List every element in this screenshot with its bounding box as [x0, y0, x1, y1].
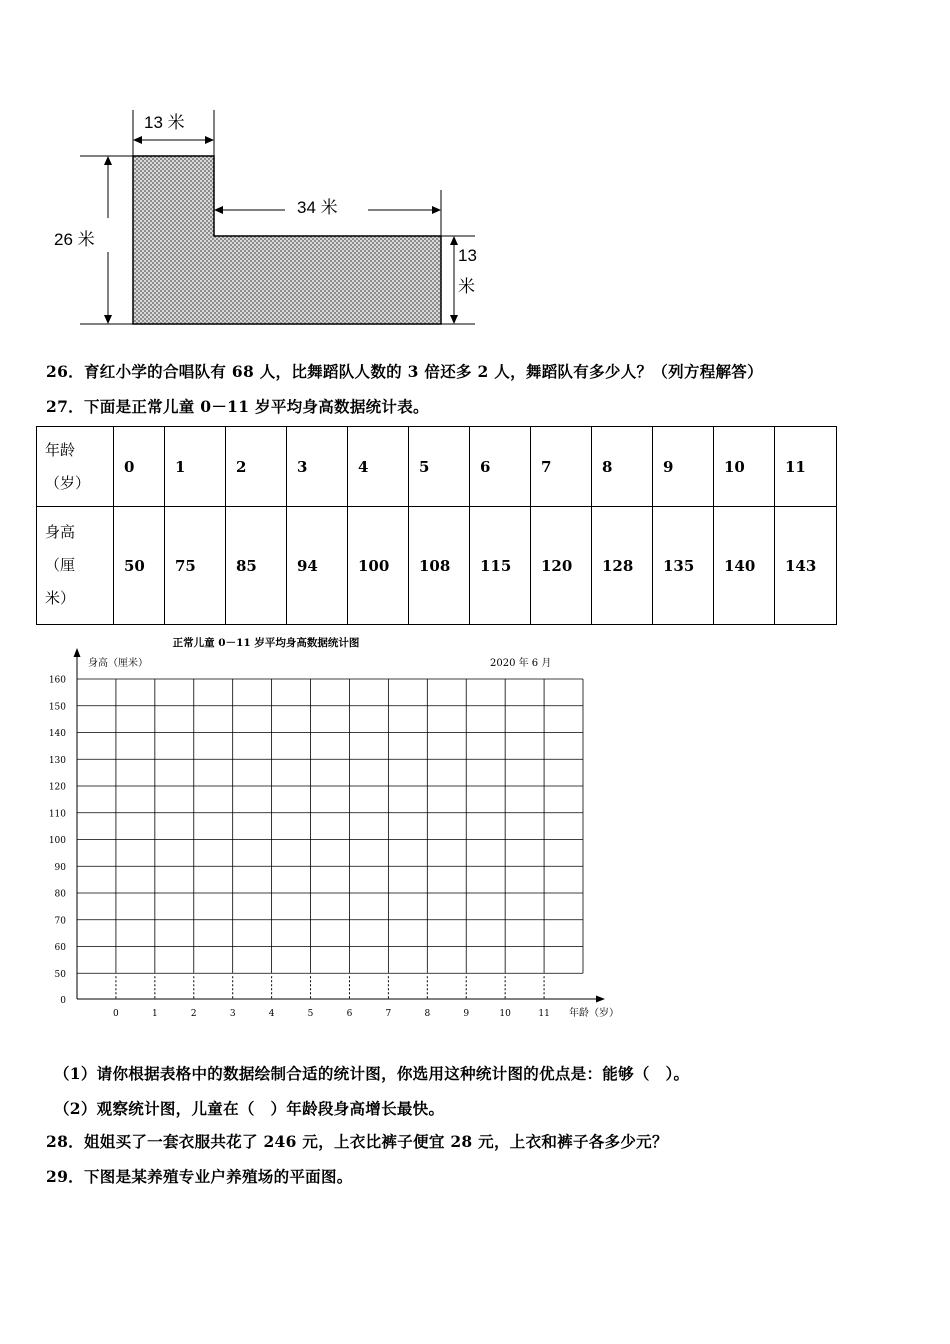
x-tick-label: 5 — [307, 1009, 314, 1019]
x-tick-label: 10 — [499, 1009, 511, 1019]
height-cell: 75 — [165, 507, 226, 625]
dim-label-top-width: 13 米 — [144, 113, 185, 132]
y-tick-label: 90 — [54, 862, 66, 873]
y-tick-label: 110 — [48, 809, 66, 820]
l-shape-figure — [70, 100, 490, 340]
x-tick-label: 8 — [424, 1009, 431, 1019]
question-26: 26．育红小学的合唱队有 68 人，比舞蹈队人数的 3 倍还多 2 人，舞蹈队有多少人？（列方程解答） — [46, 362, 763, 381]
x-tick-label: 2 — [190, 1009, 197, 1019]
height-cell: 140 — [714, 507, 775, 625]
age-cell: 6 — [470, 427, 531, 507]
x-tick-label: 1 — [151, 1009, 158, 1019]
question-27: 27．下面是正常儿童 0－11 岁平均身高数据统计表。 — [46, 397, 429, 416]
height-cell: 50 — [114, 507, 165, 625]
height-header-cell — [37, 507, 114, 625]
age-cell: 4 — [348, 427, 409, 507]
y-tick-label: 100 — [48, 836, 66, 846]
y-tick-label: 120 — [48, 782, 66, 793]
age-cell: 3 — [287, 427, 348, 507]
question-27-part2: （2）观察统计图，儿童在（ ）年龄段身高增长最快。 — [54, 1099, 445, 1118]
question-28: 28．姐姐买了一套衣服共花了 246 元，上衣比裤子便宜 28 元，上衣和裤子各多少元？ — [46, 1132, 668, 1151]
question-29: 29．下图是某养殖专业户养殖场的平面图。 — [46, 1167, 353, 1186]
y-tick-label: 140 — [48, 729, 66, 739]
y-axis-arrow — [74, 648, 81, 657]
height-cell: 115 — [470, 507, 531, 625]
x-tick-label: 9 — [463, 1009, 470, 1019]
height-cell: 128 — [592, 507, 653, 625]
age-cell: 9 — [653, 427, 714, 507]
dim-label-right-height-unit: 米 — [458, 277, 475, 296]
x-tick-label: 0 — [113, 1009, 119, 1019]
y-tick-label: 150 — [48, 702, 66, 713]
dim-label-right-length: 34 米 — [297, 198, 338, 217]
height-cell: 94 — [287, 507, 348, 625]
y-tick-label: 70 — [54, 916, 66, 927]
dim-label-left-height: 26 米 — [54, 230, 95, 249]
age-header-line2: （岁） — [45, 473, 91, 492]
height-header-line3: 米） — [45, 589, 76, 607]
age-cell: 10 — [714, 427, 775, 507]
age-header-cell — [37, 427, 114, 507]
x-axis-label: 年龄（岁） — [569, 1008, 619, 1019]
height-cell: 135 — [653, 507, 714, 625]
height-chart — [40, 630, 640, 1030]
y-tick-label: 50 — [54, 969, 66, 980]
y-tick-label: 0 — [60, 996, 66, 1006]
table-row-age — [37, 427, 837, 507]
age-cell: 0 — [114, 427, 165, 507]
height-cell: 100 — [348, 507, 409, 625]
dim-label-right-height-num: 13 — [458, 246, 477, 265]
x-tick-label: 11 — [538, 1009, 550, 1019]
x-tick-label: 4 — [268, 1009, 275, 1019]
x-tick-label: 7 — [385, 1009, 392, 1019]
age-cell: 7 — [531, 427, 592, 507]
height-cell: 85 — [226, 507, 287, 625]
l-shape — [133, 156, 441, 324]
y-tick-label: 60 — [54, 943, 66, 953]
height-statistics-table — [36, 426, 837, 625]
y-tick-label: 80 — [54, 889, 66, 900]
age-cell: 8 — [592, 427, 653, 507]
y-tick-label: 160 — [48, 675, 66, 686]
table-row-height — [37, 507, 837, 625]
chart-date: 2020 年 6 月 — [490, 658, 552, 669]
age-cell: 1 — [165, 427, 226, 507]
y-tick-label: 130 — [48, 755, 66, 766]
age-header-line1: 年龄 — [45, 440, 76, 459]
height-header-line2: （厘 — [45, 556, 76, 574]
x-tick-label: 3 — [229, 1009, 236, 1019]
height-cell: 143 — [775, 507, 837, 625]
question-27-part1: （1）请你根据表格中的数据绘制合适的统计图，你选用这种统计图的优点是：能够（ ）。 — [54, 1064, 690, 1083]
chart-title: 正常儿童 0－11 岁平均身高数据统计图 — [172, 637, 360, 649]
age-cell: 2 — [226, 427, 287, 507]
age-cell: 11 — [775, 427, 837, 507]
height-cell: 120 — [531, 507, 592, 625]
height-cell: 108 — [409, 507, 470, 625]
age-cell: 5 — [409, 427, 470, 507]
height-header-line1: 身高 — [45, 523, 76, 541]
x-tick-label: 6 — [346, 1009, 353, 1019]
x-axis-arrow — [596, 996, 605, 1003]
y-axis-label: 身高（厘米） — [88, 658, 148, 669]
